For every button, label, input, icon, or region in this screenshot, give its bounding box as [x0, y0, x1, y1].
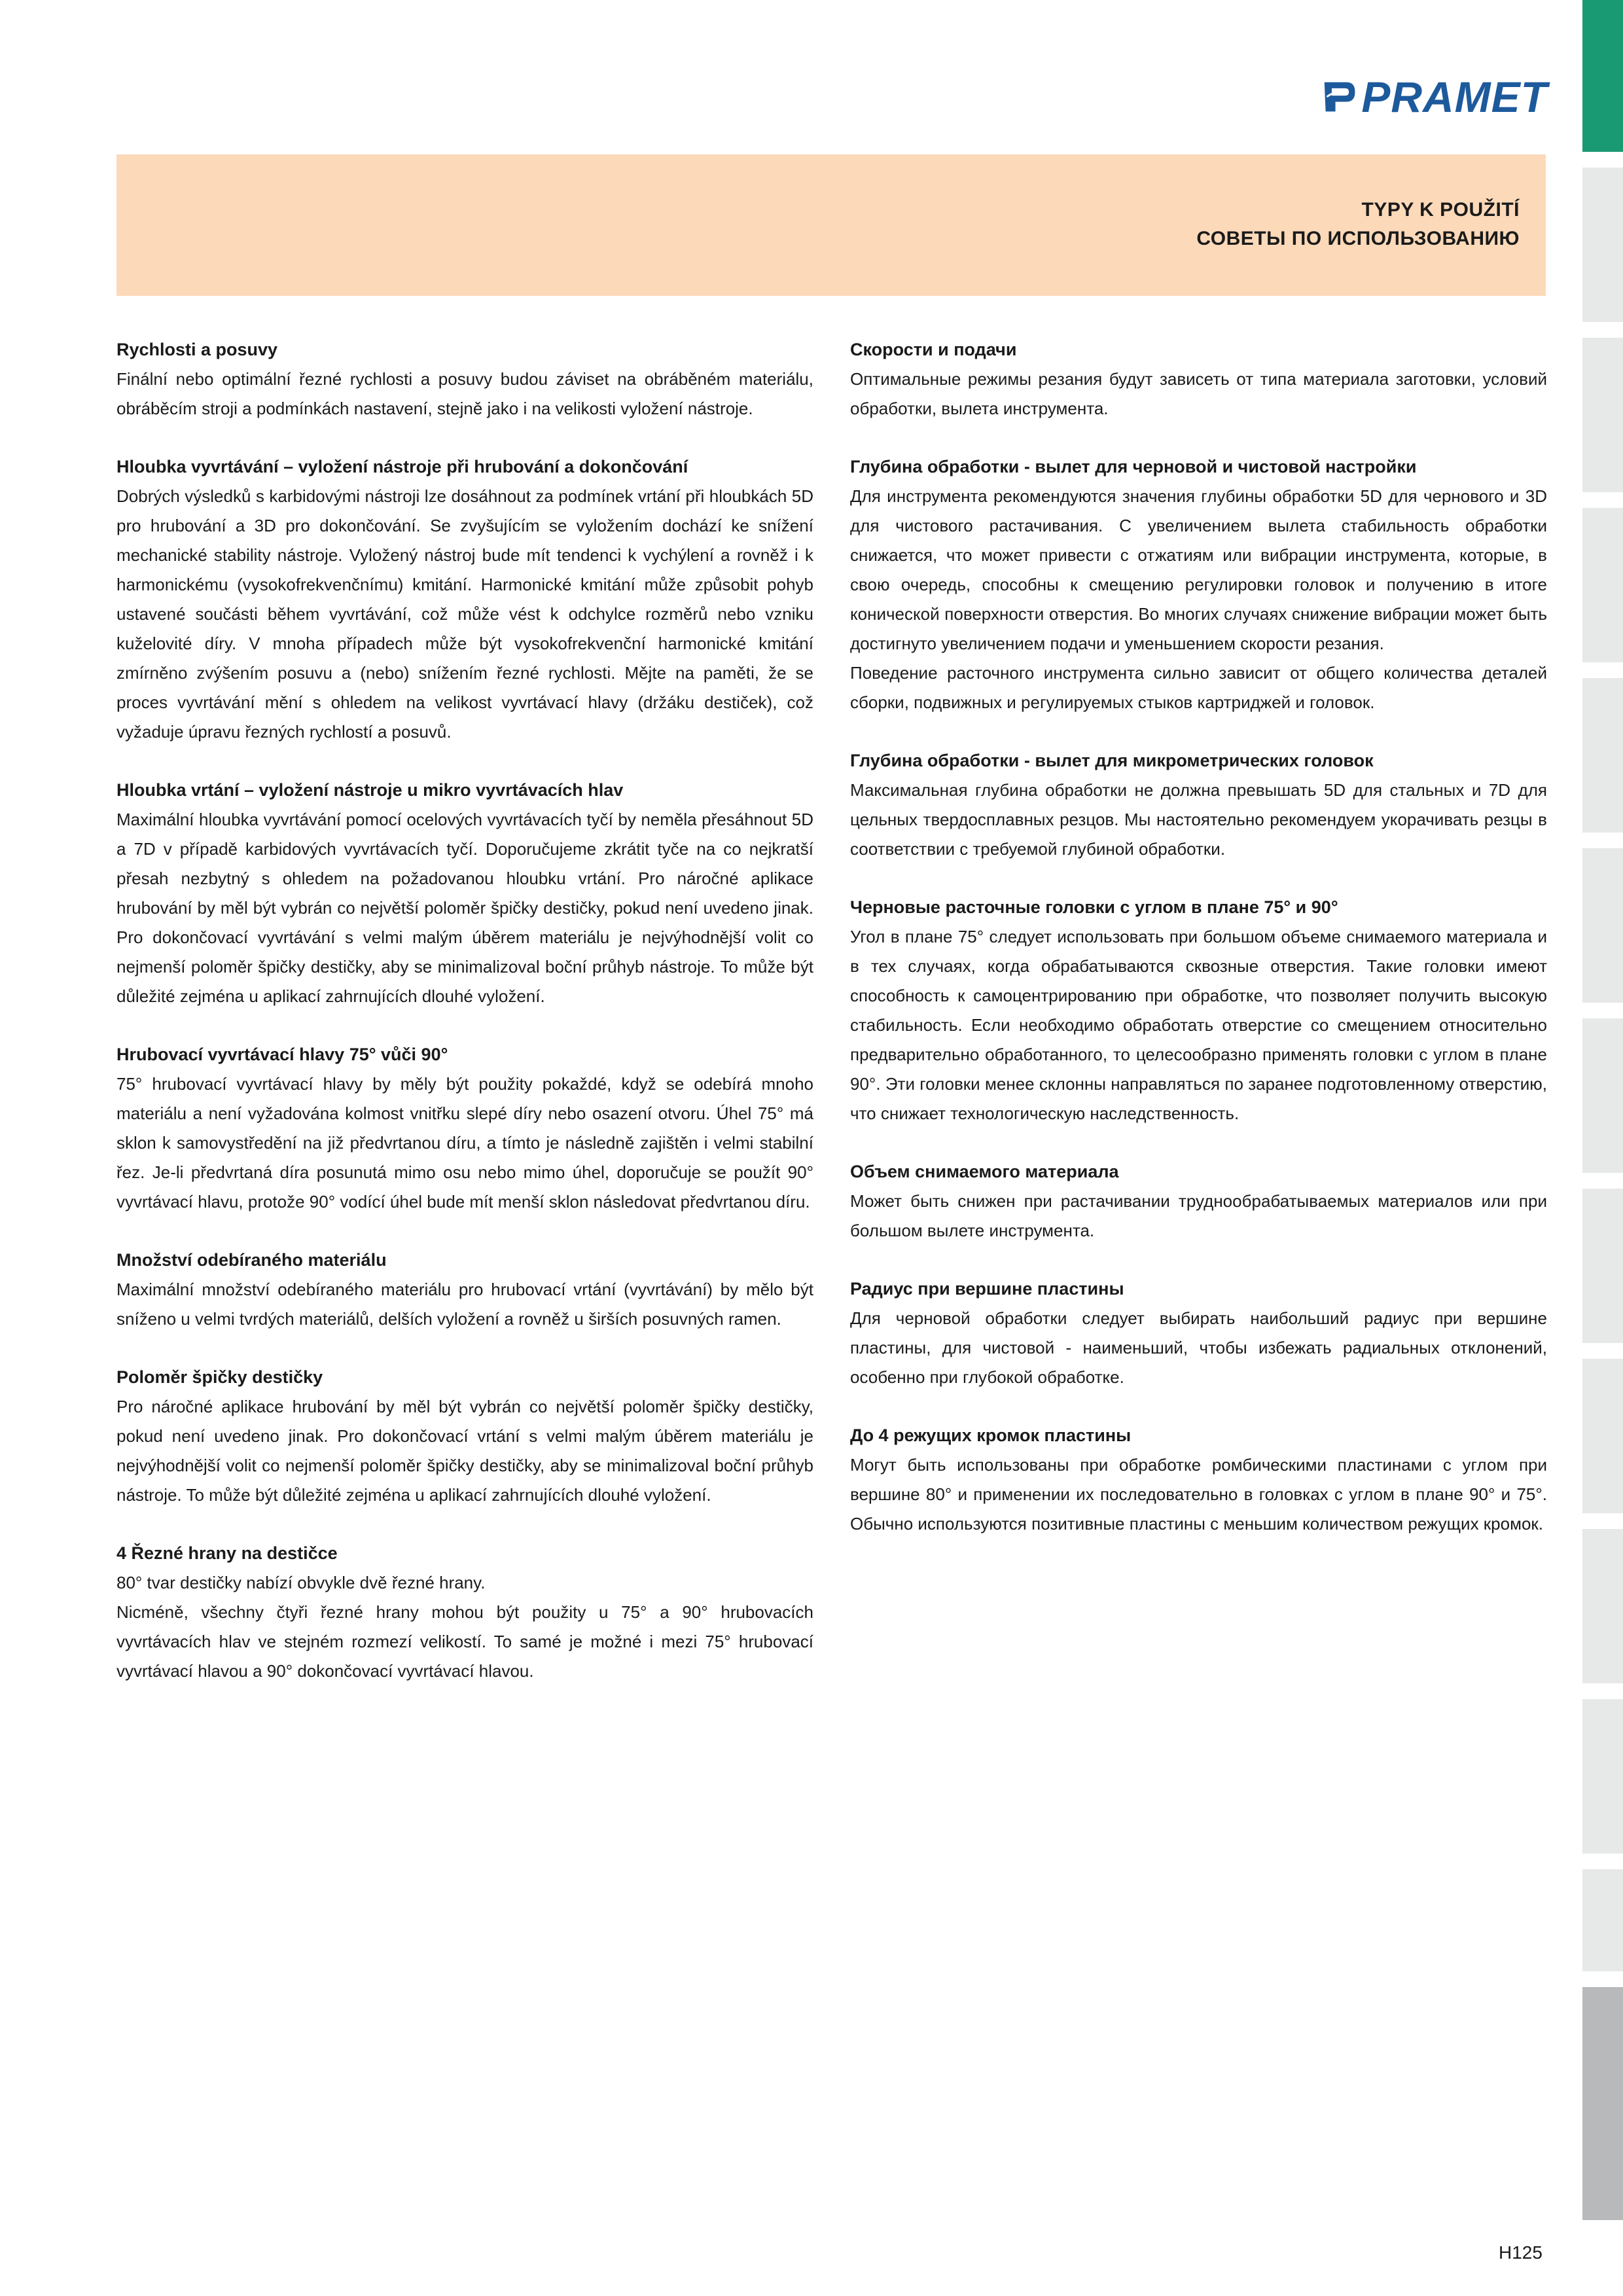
side-tab-active[interactable] [1582, 0, 1623, 152]
page-number: H125 [1499, 2242, 1543, 2263]
section-title: Скорости и подачи [850, 340, 1017, 359]
section-text: 80° tvar destičky nabízí obvykle dvě řezné hrany. [116, 1573, 486, 1592]
section [116, 335, 813, 423]
section-text: Dobrých výsledků s karbidovými nástroji lze dosáhnout za podmínek vrtání při hloubkách 5D pro hrubování a 3D pro dokončování. Se zvyšujícím se vyložením dochází ke snížení mechanické stability nástroje. Vyložený nástroj bude mít tendenci k vychýlení a rovněž i k harmonickému (vysokofrekvenčnímu) kmitání. Harmonické kmitání může způsobit pohyb ustavené součásti během vyvrtávání, což může vést k odchylce rozměrů nebo vzniku kuželovité díry. V mnoha případech může být vysokofrekvenční harmonické kmitání zmírněno zvýšením posuvu a (nebo) snížením řezné rychlosti. Mějte na paměti, že se proces vyvrtávání mění s ohledem na velikost vyvrtávací hlavy (držáku destiček), což vyžaduje úpravu řezných rychlostí a posuvů. [116, 486, 813, 742]
section-title: 4 Řezné hrany na destičce [116, 1543, 338, 1563]
section-title: Глубина обработки - вылет для черновой и чистовой настройки [850, 457, 1417, 476]
section-text: Nicméně, všechny čtyři řezné hrany mohou být použity u 75° a 90° hrubovacích vyvrtávacích hlav ve stejném rozmezí velikostí. To samé je možné i mezi 75° hrubovací vyvrtávací hlavou a 90° dokončovací vyvrtávací hlavou. [116, 1602, 813, 1681]
side-tab[interactable] [1582, 1869, 1623, 1971]
section [116, 1246, 813, 1334]
brand-name: PRAMET [1361, 73, 1548, 121]
side-tab-current[interactable] [1582, 1987, 1623, 2220]
section [850, 1421, 1547, 1539]
side-tab[interactable] [1582, 848, 1623, 1003]
side-tab[interactable] [1582, 168, 1623, 322]
section-text: 75° hrubovací vyvrtávací hlavy by měly být použity pokaždé, když se odebírá mnoho materiálu a není vyžadována kolmost vnitřku slepé díry nebo osazení otvoru. Úhel 75° má sklon k samovystředění na již předvrtanou díru, a tímto je následně zajištěn i velmi stabilní řez. Je-li předvrtaná díra posunutá mimo osu nebo mimo úhel, doporučuje se použít 90° vyvrtávací hlavu, protože 90° vodící úhel bude mít menší sklon následovat předvrtanou díru. [116, 1074, 813, 1211]
brand-logo [1322, 73, 1548, 120]
side-tab[interactable] [1582, 1359, 1623, 1513]
section [850, 1274, 1547, 1392]
section-text: Может быть снижен при растачивании труднообрабатываемых материалов или при большом вылете инструмента. [850, 1191, 1547, 1240]
section [850, 452, 1547, 717]
side-tab[interactable] [1582, 338, 1623, 492]
section [116, 452, 813, 747]
header-band [116, 154, 1546, 296]
section-title: Hloubka vyvrtávání – vyložení nástroje při hrubování a dokončování [116, 457, 688, 476]
section-title: Hrubovací vyvrtávací hlavy 75° vůči 90° [116, 1045, 448, 1064]
section-text: Maximální množství odebíraného materiálu pro hrubovací vrtání (vyvrtávání) by mělo být sníženo u velmi tvrdých materiálů, delších vyložení a rovněž u širších posuvných ramen. [116, 1280, 813, 1329]
left-column-cz [116, 335, 813, 1715]
side-tab[interactable] [1582, 1018, 1623, 1173]
section [850, 335, 1547, 423]
section-title: Množství odebíraného materiálu [116, 1250, 387, 1270]
section-text: Finální nebo optimální řezné rychlosti a posuvy budou záviset na obráběném materiálu, obráběcím stroji a podmínkách nastavení, stejně jako i na velikosti vyložení nástroje. [116, 369, 813, 418]
section-title: Hloubka vrtání – vyložení nástroje u mikro vyvrtávacích hlav [116, 780, 624, 800]
section-title: Poloměr špičky destičky [116, 1367, 323, 1387]
section-title: До 4 режущих кромок пластины [850, 1426, 1132, 1445]
section [116, 1539, 813, 1686]
section [116, 1363, 813, 1510]
section-title: Объем снимаемого материала [850, 1162, 1119, 1181]
section-title: Черновые расточные головки с углом в плане 75° и 90° [850, 897, 1338, 917]
section [116, 776, 813, 1011]
section [850, 893, 1547, 1128]
side-tab[interactable] [1582, 1699, 1623, 1854]
section [850, 1157, 1547, 1246]
header-title-ru: СОВЕТЫ ПО ИСПОЛЬЗОВАНИЮ [1196, 228, 1520, 249]
side-tab[interactable] [1582, 1529, 1623, 1683]
side-tab[interactable] [1582, 678, 1623, 833]
pramet-logo-icon [1322, 77, 1356, 117]
section-text: Поведение расточного инструмента сильно зависит от общего количества деталей сборки, подвижных и регулируемых стыков картриджей и головок. [850, 663, 1547, 712]
section-title: Радиус при вершине пластины [850, 1279, 1124, 1299]
section-text: Для инструмента рекомендуются значения глубины обработки 5D для чернового и 3D для чистового растачивания. С увеличением вылета стабильность обработки снижается, что может привести с отжатиям или вибрации инструмента, которые, в свою очередь, способны к смещению регулировки головок и получению в итоге конической поверхности отверстия. Во многих случаях снижение вибрации может быть достигнуто увеличением подачи и уменьшением скорости резания. [850, 486, 1547, 653]
section-text: Maximální hloubka vyvrtávání pomocí ocelových vyvrtávacích tyčí by neměla přesáhnout 5D a 7D v případě karbidových vyvrtávacích tyčí. Doporučujeme zkrátit tyče na co nejkratší přesah nezbytný s ohledem na požadovanou hloubku vrtání. Pro náročné aplikace hrubování by měl být vybrán co největší poloměr špičky destičky, pokud není uvedeno jinak. Pro dokončovací vyvrtávání s velmi malým úběrem materiálu je nejvýhodnější volit co nejmenší poloměr špičky destičky, aby se minimalizoval boční průhyb nástroje. To může být důležité zejména u aplikací zahrnujících dlouhé vyložení. [116, 810, 813, 1006]
section-text: Максимальная глубина обработки не должна превышать 5D для стальных и 7D для цельных твердосплавных резцов. Мы настоятельно рекомендуем укорачивать резцы в соответствии с требуемой глубиной обработки. [850, 780, 1547, 859]
section [116, 1040, 813, 1217]
side-tab[interactable] [1582, 1189, 1623, 1343]
section-title: Глубина обработки - вылет для микрометрических головок [850, 751, 1374, 770]
section-text: Pro náročné aplikace hrubování by měl být vybrán co největší poloměr špičky destičky, pokud není uvedeno jinak. Pro dokončovací vrtání s velmi malým úběrem materiálu je nejvýhodnější volit co nejmenší poloměr špičky destičky, aby se minimalizoval boční průhyb nástroje. To může být důležité zejména u aplikací zahrnujících dlouhé vyložení. [116, 1397, 813, 1505]
section-text: Для черновой обработки следует выбирать наибольший радиус при вершине пластины, для чистовой - наименьший, чтобы избежать радиальных отклонений, особенно при глубокой обработке. [850, 1308, 1547, 1387]
section-title: Rychlosti a posuvy [116, 340, 278, 359]
section-text: Могут быть использованы при обработке ромбическими пластинами с углом при вершине 80° и применении их последовательно в головках с углом в плане 90° и 75°. Обычно используются позитивные пластины с меньшим количеством режущих кромок. [850, 1455, 1547, 1534]
section-text: Оптимальные режимы резания будут зависеть от типа материала заготовки, условий обработки, вылета инструмента. [850, 369, 1547, 418]
right-column-ru [850, 335, 1547, 1568]
section [850, 746, 1547, 864]
section-text: Угол в плане 75° следует использовать при большом объеме снимаемого материала и в тех случаях, когда обрабатываются сквозные отверстия. Такие головки имеют способность к самоцентрированию при обработке, что позволяет получить высокую стабильность. Если необходимо обработать отверстие со смещением относительно предварительно обработанного, то целесообразно применять головки с углом в плане 90°. Эти головки менее склонны направляться по заранее подготовленному отверстию, что снижает технологическую наследственность. [850, 927, 1547, 1123]
header-title-cz: TYPY K POUŽITÍ [1361, 199, 1520, 221]
side-tab[interactable] [1582, 508, 1623, 662]
